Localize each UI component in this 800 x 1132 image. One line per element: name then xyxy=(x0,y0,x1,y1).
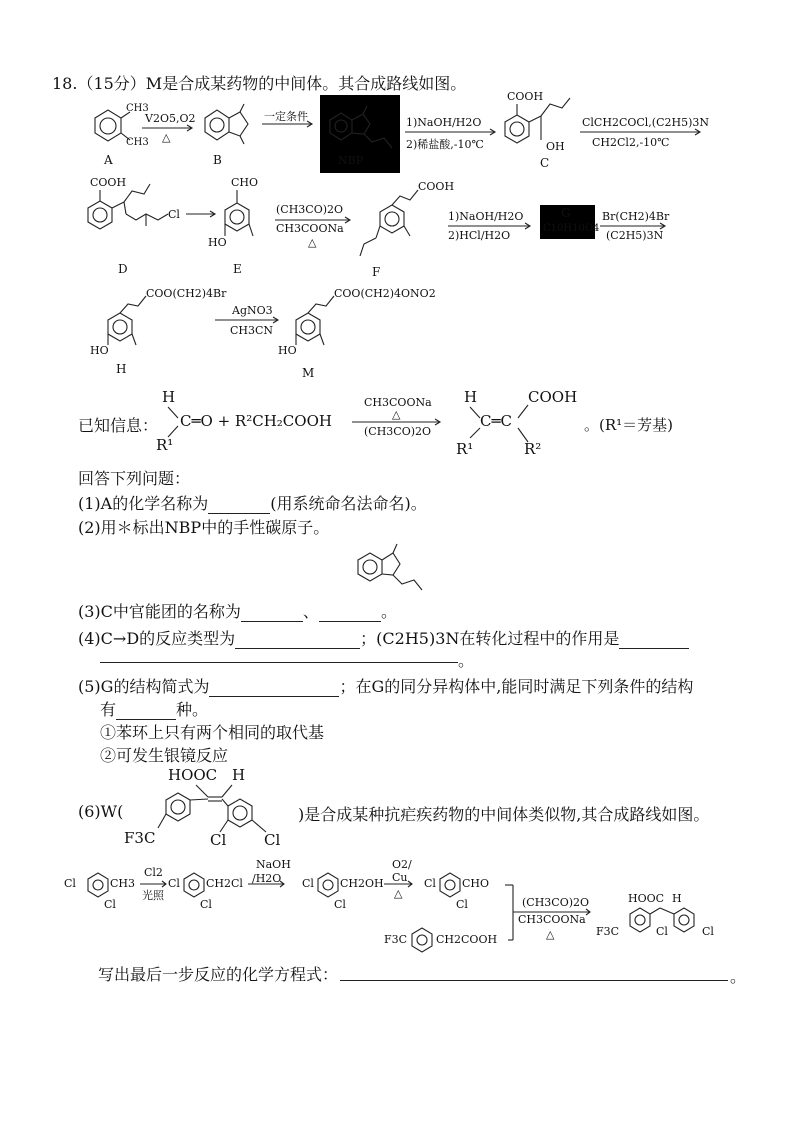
q5-prefix: (5)G的结构简式为 xyxy=(78,677,210,696)
known-arrow-top: CH3COONa xyxy=(364,396,432,409)
r6-s3-sub: CH2OH xyxy=(340,877,384,890)
arrow1-bottom: △ xyxy=(162,131,171,144)
arrow6-bottom: 2)HCl/H2O xyxy=(448,229,511,242)
D-cl: Cl xyxy=(168,208,180,221)
q4-answer-line[interactable] xyxy=(100,662,458,663)
questions-intro: 回答下列问题： xyxy=(78,469,191,488)
q5-condition-2: ②可发生银镜反应 xyxy=(100,746,229,765)
q3-sep: 、 xyxy=(302,602,319,621)
r6-s3-cl2: Cl xyxy=(334,898,346,911)
r6-s5-f3c: F3C xyxy=(384,933,408,946)
C-oh: OH xyxy=(546,140,565,153)
q3-answer-blank-2[interactable] xyxy=(319,607,381,622)
arrow4-bottom: CH2Cl2,-10℃ xyxy=(592,136,670,149)
q6-suffix: )是合成某种抗疟疾药物的中间体类似物,其合成路线如图。 xyxy=(298,805,710,824)
q1-suffix: (用系统命名法命名)。 xyxy=(270,494,427,513)
q4-prefix: (4)C→D的反应类型为 xyxy=(78,629,236,648)
compound-M-structure xyxy=(296,296,334,345)
known-note: 。(R¹＝芳基) xyxy=(584,416,674,434)
q4-answer-blank-1[interactable] xyxy=(235,634,360,649)
known-r1b: R¹ xyxy=(456,440,474,458)
arrow3-top: 1)NaOH/H2O xyxy=(406,116,482,129)
W-cl2: Cl xyxy=(264,831,281,849)
E-ho: HO xyxy=(208,236,227,249)
C-label: C xyxy=(540,156,550,170)
W-hooc: HOOC xyxy=(168,766,218,784)
r6-s4-cl: Cl xyxy=(424,877,436,890)
M-label: M xyxy=(302,366,315,380)
final-answer-line[interactable] xyxy=(340,980,728,981)
final-end: 。 xyxy=(730,967,747,986)
question2-NBP-structure xyxy=(358,544,422,590)
arrow5-top: (CH3CO)2O xyxy=(276,203,344,216)
r6-a1-bottom: 光照 xyxy=(142,889,164,902)
r6-a2-bottom: /H2O xyxy=(252,872,282,885)
H-ho: HO xyxy=(90,344,109,357)
q3-end: 。 xyxy=(380,602,397,621)
arrow4-top: ClCH2COCl,(C2H5)3N xyxy=(582,116,710,129)
r6-a4-bottom: △ xyxy=(546,928,555,941)
W-h: H xyxy=(232,766,246,784)
r6-a4-top: (CH3CO)2O xyxy=(522,896,590,909)
r6-s2-cl: Cl xyxy=(168,877,180,890)
q5-mid: ；在G的同分异构体中,能同时满足下列条件的结构 xyxy=(339,677,694,696)
q5-you: 有 xyxy=(100,700,117,719)
r6-p-hooc: HOOC xyxy=(628,892,665,905)
q4-answer-blank-2[interactable] xyxy=(619,634,689,649)
q3-answer-blank-1[interactable] xyxy=(241,607,303,622)
r6-s1-cl2: Cl xyxy=(104,898,116,911)
r6-s4-cl2: Cl xyxy=(456,898,468,911)
r6-a2-top: NaOH xyxy=(256,858,291,871)
A-ch3-top: CH3 xyxy=(126,103,149,114)
q2: (2)用＊标出NBP中的手性碳原子。 xyxy=(78,518,330,537)
M-sub: COO(CH2)4ONO2 xyxy=(334,287,436,300)
E-cho: CHO xyxy=(231,176,259,189)
H-sub: COO(CH2)4Br xyxy=(146,287,227,300)
r6-a3-top: O2/ xyxy=(392,858,412,871)
q3-prefix: (3)C中官能团的名称为 xyxy=(78,602,241,621)
q6-prefix: (6)W( xyxy=(78,802,124,821)
q4-end: 。 xyxy=(458,651,475,670)
C-cooh: COOH xyxy=(507,90,544,103)
q5-condition-1: ①苯环上只有两个相同的取代基 xyxy=(100,723,325,742)
M-ho: HO xyxy=(278,344,297,357)
known-r2: R² xyxy=(524,440,542,458)
known-product: C═C xyxy=(480,412,512,430)
compound-D-structure xyxy=(88,184,168,229)
compound-A-structure xyxy=(95,110,130,141)
final-question: 写出最后一步反应的化学方程式： xyxy=(98,965,339,984)
arrow3-bottom: 2)稀盐酸,-10℃ xyxy=(406,138,484,151)
q5-line2 xyxy=(100,697,208,720)
known-arrow-mid: △ xyxy=(392,408,401,421)
F-cooh: COOH xyxy=(418,180,455,193)
r6-p-f3c: F3C xyxy=(596,925,620,938)
compound-B-structure xyxy=(205,104,248,144)
r6-a4-mid: CH3COONa xyxy=(518,913,586,926)
arrow5-bottom: △ xyxy=(308,236,317,249)
q5 xyxy=(78,674,693,697)
compound-E-structure xyxy=(225,190,253,236)
arrow1-top: V2O5,O2 xyxy=(145,112,196,125)
G-box-top: G xyxy=(561,206,571,220)
r6-s1-cl: Cl xyxy=(64,877,76,890)
D-label: D xyxy=(118,262,128,276)
r6-s1-ch3: CH3 xyxy=(110,877,136,890)
D-cooh: COOH xyxy=(90,176,127,189)
q5-answer-blank-1[interactable] xyxy=(209,682,339,697)
r6-s3-cl: Cl xyxy=(302,877,314,890)
arrow8-bottom: CH3CN xyxy=(230,324,274,337)
arrow6-top: 1)NaOH/H2O xyxy=(448,210,524,223)
compound-F-structure xyxy=(360,190,418,256)
arrow2-top: 一定条件 xyxy=(264,110,308,123)
arrow5-mid: CH3COONa xyxy=(276,222,344,235)
B-label: B xyxy=(213,153,222,167)
E-label: E xyxy=(233,262,242,276)
q5-zhong: 种。 xyxy=(176,700,209,719)
arrow7-bottom: (C2H5)3N xyxy=(606,229,664,242)
question-header: 18.（15分）M是合成某药物的中间体。其合成路线如图。 xyxy=(52,74,467,93)
r6-s2-sub: CH2Cl xyxy=(206,877,243,890)
r6-p-cl1: Cl xyxy=(656,925,668,938)
known-r1: R¹ xyxy=(156,436,174,454)
compound-H-structure xyxy=(108,296,146,345)
A-ch3-bottom: CH3 xyxy=(126,137,149,148)
known-arrow-bottom: (CH3CO)2O xyxy=(364,425,432,438)
arrow7-top: Br(CH2)4Br xyxy=(602,210,670,223)
F-label: F xyxy=(372,265,381,279)
r6-a3-mid: Cu xyxy=(392,871,408,884)
A-label: A xyxy=(104,153,113,167)
known-reactant: C═O + R²CH₂COOH xyxy=(180,412,332,430)
q4-mid: ；(C2H5)3N在转化过程中的作用是 xyxy=(360,629,620,648)
W-structure xyxy=(158,785,266,832)
arrow8-top: AgNO3 xyxy=(232,304,273,317)
r6-a1-top: Cl2 xyxy=(144,866,163,879)
known-h1: H xyxy=(162,388,176,406)
NBP-label: NBP xyxy=(338,154,364,167)
W-f3c: F3C xyxy=(124,829,156,847)
r6-s4-sub: CHO xyxy=(462,877,490,890)
r6-s2-cl2: Cl xyxy=(200,898,212,911)
r6-p-h: H xyxy=(672,892,682,905)
known-cooh: COOH xyxy=(528,388,578,406)
known-h2: H xyxy=(464,388,478,406)
r6-p-cl2: Cl xyxy=(702,925,714,938)
q5-answer-blank-2[interactable] xyxy=(116,705,176,720)
r6-s5-sub: CH2COOH xyxy=(436,933,498,946)
q1-answer-blank[interactable] xyxy=(208,499,270,514)
q1 xyxy=(78,491,427,514)
q1-prefix: (1)A的化学名称为 xyxy=(78,494,209,513)
W-cl1: Cl xyxy=(210,831,227,849)
G-box-bottom: C10H10O4 xyxy=(543,223,600,234)
H-label: H xyxy=(116,362,127,376)
known-prefix: 已知信息： xyxy=(78,416,159,435)
compound-C-structure xyxy=(505,98,570,143)
q4 xyxy=(78,626,689,649)
r6-a3-bottom: △ xyxy=(394,887,403,900)
q3 xyxy=(78,599,397,622)
